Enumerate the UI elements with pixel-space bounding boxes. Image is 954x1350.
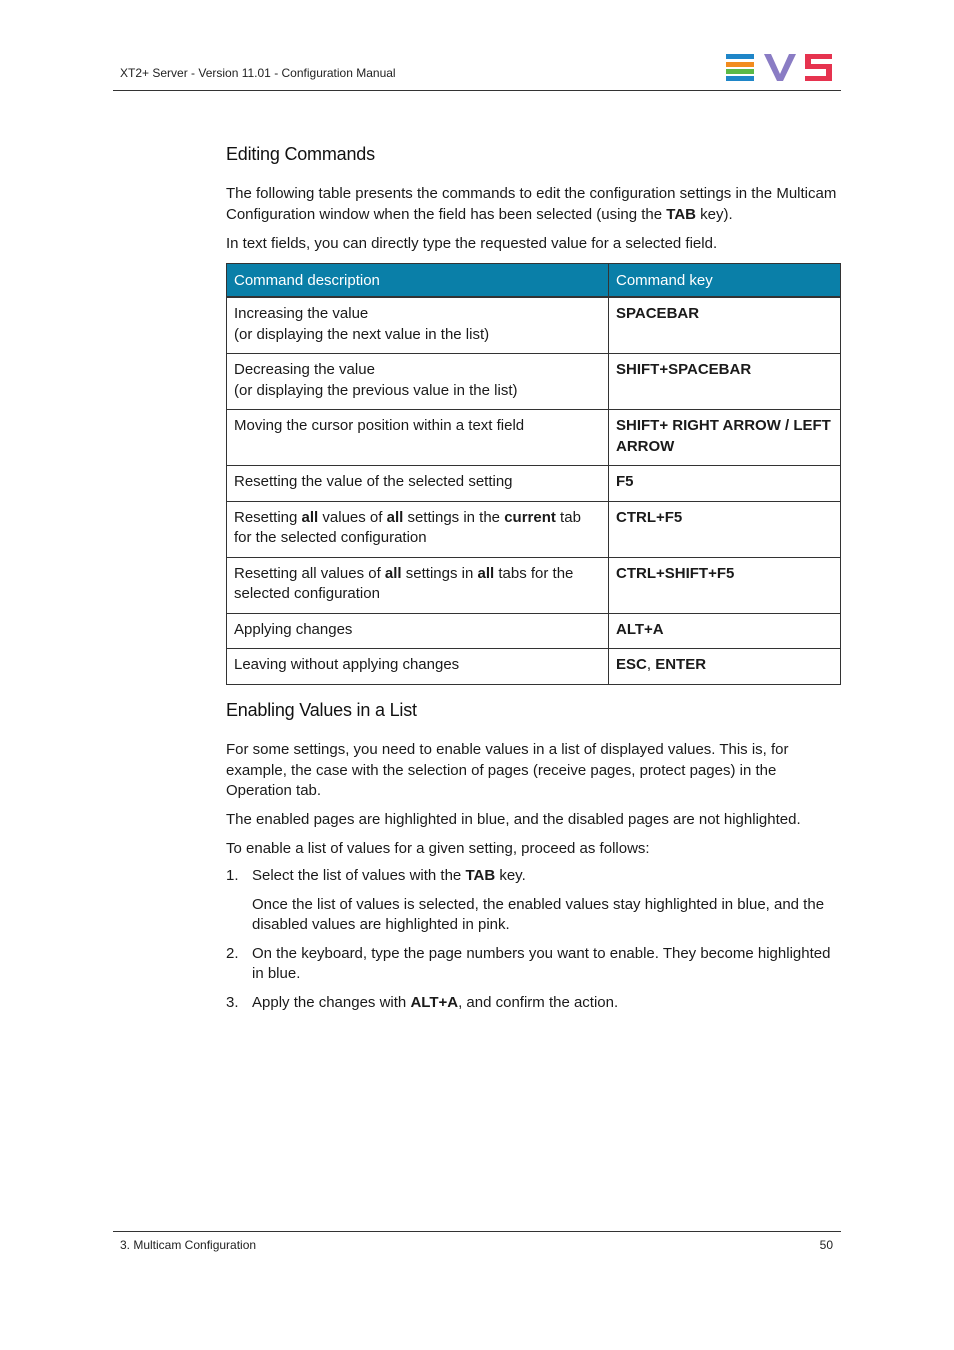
command-description: Decreasing the value (or displaying the previous value in the list) bbox=[227, 354, 609, 410]
header-title: XT2+ Server - Version 11.01 - Configuration Manual bbox=[120, 66, 396, 80]
table-row bbox=[227, 297, 841, 354]
logo-e-bar-2 bbox=[726, 62, 754, 67]
command-key: CTRL+F5 bbox=[609, 501, 841, 557]
footer-rule bbox=[113, 1231, 841, 1232]
logo-e-bar-top bbox=[726, 54, 754, 59]
table-row bbox=[227, 501, 841, 557]
list-item: 1. Select the list of values with the TAB key. Once the list of values is selected, the enabled values stay highlighted in blue, and the disabled values are highlighted in pink. bbox=[226, 866, 841, 936]
footer-chapter: 3. Multicam Configuration bbox=[120, 1238, 257, 1252]
section2-paragraph-1: For some settings, you need to enable values in a list of displayed values. This is, for example, the case with the selection of pages (receive pages, protect pages) in the Operation tab. bbox=[226, 741, 789, 799]
table-row bbox=[227, 649, 841, 685]
command-description: Leaving without applying changes bbox=[227, 649, 609, 685]
table-row bbox=[227, 613, 841, 649]
steps-list bbox=[226, 866, 841, 1021]
section2-paragraph-3: To enable a list of values for a given setting, proceed as follows: bbox=[226, 840, 650, 857]
page-number: 50 bbox=[819, 1238, 833, 1252]
evs-logo bbox=[726, 54, 834, 82]
commands-table bbox=[226, 263, 841, 685]
logo-e-bar-bottom bbox=[726, 76, 754, 81]
intro-paragraph-2: In text fields, you can directly type the requested value for a selected field. bbox=[226, 235, 718, 252]
command-key: F5 bbox=[609, 466, 841, 502]
command-description: Resetting all values of all settings in the current tab for the selected configuration bbox=[227, 501, 609, 557]
command-description: Resetting all values of all settings in all tabs for the selected configuration bbox=[227, 557, 609, 613]
command-key: ALT+A bbox=[609, 613, 841, 649]
command-key: SHIFT+ RIGHT ARROW / LEFT ARROW bbox=[609, 410, 841, 466]
section-heading-editing-commands: Editing Commands bbox=[226, 144, 375, 164]
table-row bbox=[227, 410, 841, 466]
logo-s-bottom bbox=[805, 76, 832, 81]
logo-e-bar-3 bbox=[726, 69, 754, 74]
table-row bbox=[227, 354, 841, 410]
command-description: Increasing the value (or displaying the next value in the list) bbox=[227, 297, 609, 354]
section2-paragraph-2: The enabled pages are highlighted in blue, and the disabled pages are not highlighted. bbox=[226, 811, 801, 828]
column-header-description: Command description bbox=[227, 264, 609, 298]
logo-v bbox=[764, 54, 796, 81]
table-header-row bbox=[227, 264, 841, 298]
list-item: 3. Apply the changes with ALT+A, and confirm the action. bbox=[226, 993, 619, 1011]
column-header-key: Command key bbox=[609, 264, 841, 298]
step-note: Once the list of values is selected, the enabled values stay highlighted in blue, and the disabled values are highlighted in pink. bbox=[252, 895, 825, 933]
section-heading-enabling-values: Enabling Values in a List bbox=[226, 700, 417, 720]
table-row bbox=[227, 557, 841, 613]
command-key: SPACEBAR bbox=[609, 297, 841, 354]
command-description: Resetting the value of the selected setting bbox=[227, 466, 609, 502]
command-key: CTRL+SHIFT+F5 bbox=[609, 557, 841, 613]
command-description: Applying changes bbox=[227, 613, 609, 649]
intro-paragraph: The following table presents the commands to edit the configuration settings in the Multicam Configuration window when the field has been selected (using the TAB key). bbox=[226, 185, 837, 223]
command-description: Moving the cursor position within a text field bbox=[227, 410, 609, 466]
command-key: SHIFT+SPACEBAR bbox=[609, 354, 841, 410]
table-row bbox=[227, 466, 841, 502]
command-key: ESC, ENTER bbox=[609, 649, 841, 685]
header-rule bbox=[113, 90, 841, 91]
list-item: 2. On the keyboard, type the page numbers you want to enable. They become highlighted in blue. bbox=[226, 944, 831, 982]
